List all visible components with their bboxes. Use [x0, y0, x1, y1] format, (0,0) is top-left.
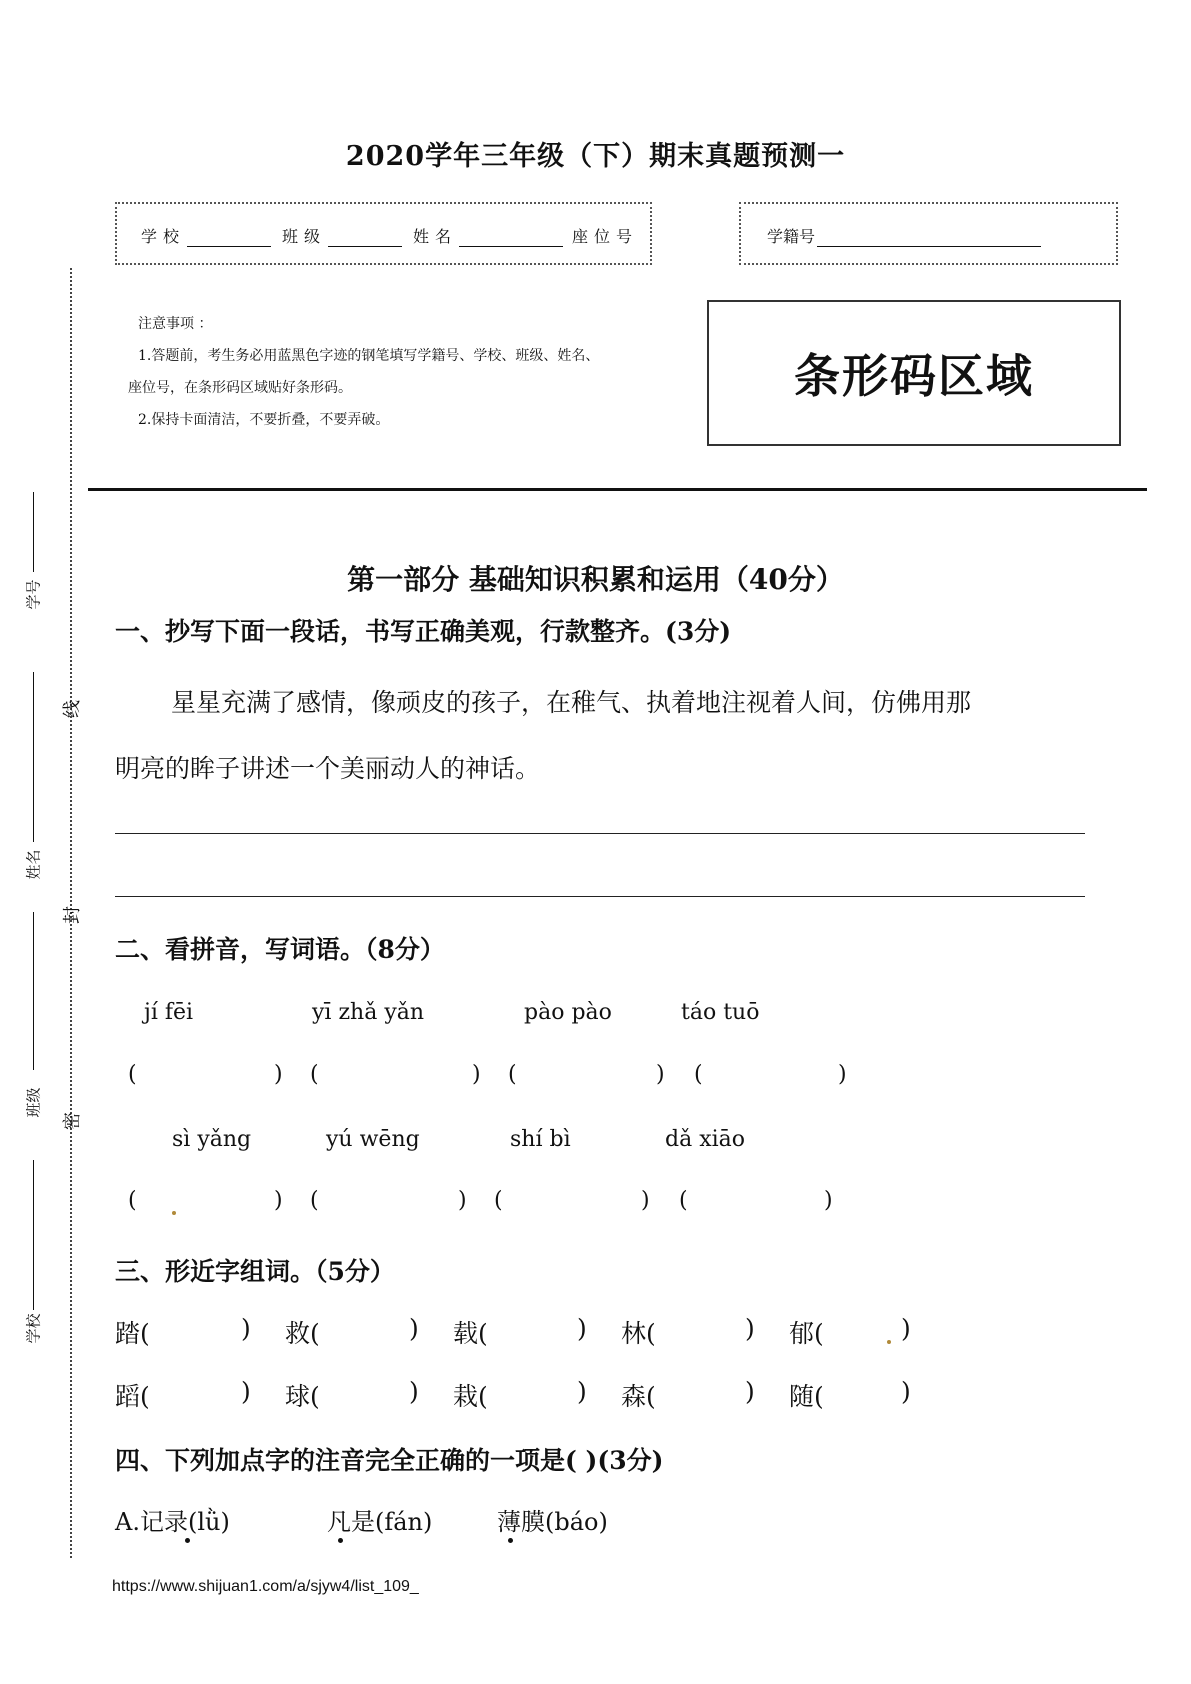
answer-paren-close: )	[656, 1062, 665, 1087]
answer-paren-open: (	[128, 1188, 137, 1213]
pinyin-6: yú wēng	[326, 1127, 420, 1152]
pinyin-4: táo tuō	[681, 1000, 760, 1025]
answer-paren-open: (	[310, 1062, 319, 1087]
emphasis-dot	[338, 1538, 343, 1543]
char-item-close: )	[577, 1377, 587, 1406]
school-label: 学校	[141, 227, 186, 246]
char-item-close: )	[409, 1314, 419, 1343]
binding-seal-char: 封	[62, 906, 83, 924]
char-item: 郁(	[789, 1319, 824, 1348]
char-item-close: )	[901, 1377, 911, 1406]
name-field[interactable]	[413, 224, 563, 247]
answer-paren-open: (	[310, 1188, 319, 1213]
stray-dot	[887, 1340, 891, 1344]
seat-field[interactable]	[572, 224, 638, 247]
answer-paren-close: )	[274, 1188, 283, 1213]
student-info-box	[115, 202, 652, 265]
header-divider	[88, 488, 1147, 491]
barcode-label: 条形码区域	[794, 349, 1034, 403]
emphasis-dot	[508, 1538, 513, 1543]
binding-school-label: 学校	[24, 1313, 43, 1344]
barcode-area	[707, 300, 1121, 446]
seat-label: 座位号	[572, 227, 639, 246]
student-id-box	[739, 202, 1118, 265]
char-item-close: )	[577, 1314, 587, 1343]
answer-paren-open: (	[128, 1062, 137, 1087]
answer-paren-close: )	[472, 1062, 481, 1087]
pinyin-2: yī zhǎ yǎn	[312, 1000, 425, 1025]
char-item: 蹈(	[115, 1382, 150, 1411]
student-id-field[interactable]	[767, 224, 1041, 247]
student-id-label: 学籍号	[767, 227, 816, 246]
school-field[interactable]	[141, 224, 271, 247]
passage-line-2: 明亮的眸子讲述一个美丽动人的神话。	[115, 754, 541, 783]
char-item-close: )	[745, 1377, 755, 1406]
writing-line-1[interactable]	[115, 833, 1085, 834]
binding-line-school	[33, 1160, 34, 1310]
notes	[128, 308, 668, 436]
binding-line-name	[33, 672, 34, 842]
student-id-blank[interactable]	[817, 228, 1041, 247]
option-word-3: 薄膜(báo)	[497, 1508, 608, 1536]
class-blank[interactable]	[328, 228, 402, 247]
answer-paren-open: (	[508, 1062, 517, 1087]
char-item: 踏(	[115, 1319, 150, 1348]
char-item: 球(	[285, 1382, 320, 1411]
char-item-close: )	[241, 1377, 251, 1406]
footer-url[interactable]: https://www.shijuan1.com/a/sjyw4/list_109_	[112, 1578, 419, 1595]
answer-paren-open: (	[679, 1188, 688, 1213]
school-blank[interactable]	[187, 228, 271, 247]
pinyin-3: pào pào	[524, 1000, 612, 1025]
option-a[interactable]: A.记录(lǜ)	[115, 1508, 230, 1536]
answer-paren-close: )	[838, 1062, 847, 1087]
char-item-close: )	[409, 1377, 419, 1406]
pinyin-5: sì yǎng	[172, 1127, 252, 1152]
answer-paren-close: )	[458, 1188, 467, 1213]
char-item: 随(	[789, 1382, 824, 1411]
answer-paren-close: )	[274, 1062, 283, 1087]
char-item: 救(	[285, 1319, 320, 1348]
question-2-title: 二、看拼音，写词语。（8分）	[115, 935, 445, 964]
option-word-2: 凡是(fán)	[327, 1508, 433, 1536]
emphasis-dot	[185, 1538, 190, 1543]
notes-line-3: 2.保持卡面清洁，不要折叠，不要弄破。	[138, 412, 390, 428]
char-item: 森(	[621, 1382, 656, 1411]
class-label: 班级	[282, 227, 327, 246]
question-1-passage	[115, 670, 1085, 802]
name-blank[interactable]	[459, 228, 563, 247]
char-item: 林(	[621, 1319, 656, 1348]
name-label: 姓名	[413, 227, 458, 246]
char-item-close: )	[901, 1314, 911, 1343]
binding-secret-char: 密	[62, 1112, 83, 1130]
stray-dot	[172, 1211, 176, 1215]
binding-line-class	[33, 912, 34, 1070]
char-item: 载(	[453, 1319, 488, 1348]
part-one-title: 第一部分 基础知识积累和运用（40分）	[347, 563, 844, 596]
pinyin-8: dǎ xiāo	[665, 1127, 745, 1152]
question-4-title: 四、下列加点字的注音完全正确的一项是( )(3分)	[115, 1446, 664, 1475]
pinyin-7: shí bì	[510, 1127, 571, 1152]
binding-line-char: 线	[62, 700, 83, 718]
binding-class-label: 班级	[24, 1087, 43, 1118]
binding-name-label: 姓名	[24, 849, 43, 880]
question-3-title: 三、形近字组词。（5分）	[115, 1257, 395, 1286]
char-item-close: )	[241, 1314, 251, 1343]
class-field[interactable]	[282, 224, 402, 247]
answer-paren-close: )	[824, 1188, 833, 1213]
char-item: 栽(	[453, 1382, 488, 1411]
char-item-close: )	[745, 1314, 755, 1343]
answer-paren-open: (	[694, 1062, 703, 1087]
binding-student-no-label: 学号	[24, 579, 43, 610]
answer-paren-close: )	[641, 1188, 650, 1213]
writing-line-2[interactable]	[115, 896, 1085, 897]
question-1-title: 一、抄写下面一段话，书写正确美观，行款整齐。(3分)	[115, 617, 732, 646]
answer-paren-open: (	[494, 1188, 503, 1213]
exam-title: 2020学年三年级（下）期末真题预测一	[345, 141, 846, 172]
notes-line-2: 座位号，在条形码区域贴好条形码。	[128, 380, 352, 396]
notes-line-1: 1.答题前，考生务必用蓝黑色字迹的钢笔填写学籍号、学校、班级、姓名、	[138, 348, 600, 364]
pinyin-1: jí fēi	[144, 1000, 194, 1025]
passage-line-1: 星星充满了感情，像顽皮的孩子，在稚气、执着地注视着人间，仿佛用那	[171, 688, 972, 717]
notes-heading: 注意事项 ：	[138, 316, 213, 332]
